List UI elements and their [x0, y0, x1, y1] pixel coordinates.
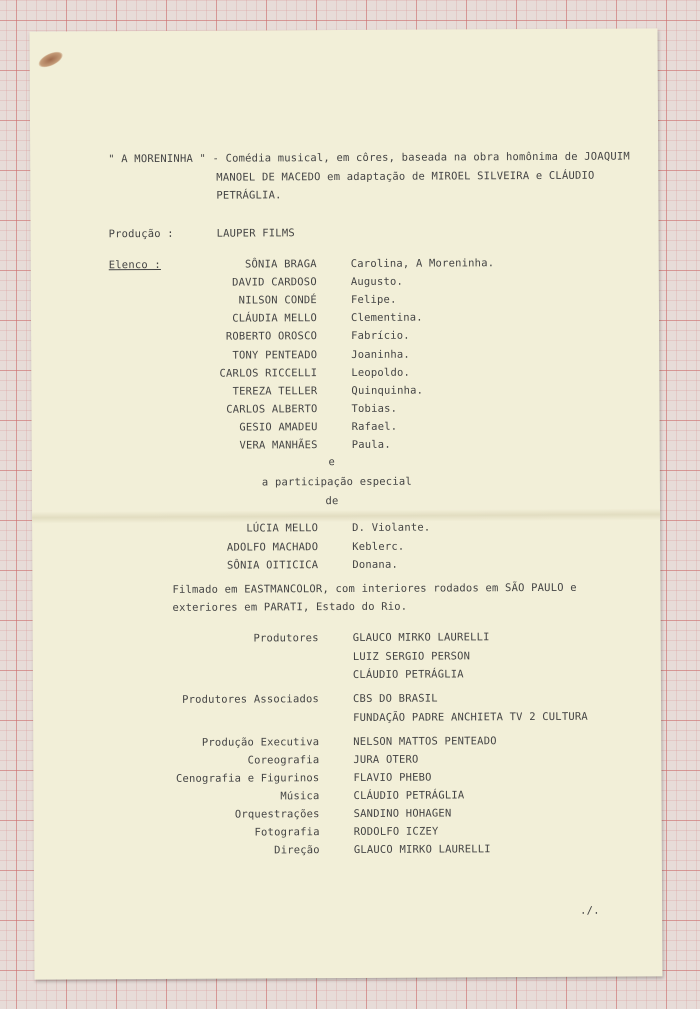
credit-value: FLAVIO PHEBO — [353, 771, 432, 784]
header-line-1: " A MORENINHA " - Comédia musical, em côres, baseada na obra homônima de JOAQUIM — [108, 150, 630, 166]
stain-mark — [36, 49, 65, 71]
cast-actor: DAVID CARDOSO — [232, 276, 317, 289]
cast-actor: TONY PENTEADO — [232, 348, 318, 362]
cast-actor: CARLOS ALBERTO — [226, 402, 318, 416]
cast-role: Joaninha. — [351, 348, 410, 361]
credit-label: Produção Executiva — [201, 736, 320, 749]
participation-de: de — [325, 495, 339, 508]
special-cast-actor: SÔNIA OITICICA — [226, 559, 319, 572]
cast-role: Felipe. — [350, 293, 397, 307]
credit-label: Música — [280, 790, 320, 803]
credit-value: FUNDAÇÃO PADRE ANCHIETA TV 2 CULTURA — [353, 710, 588, 724]
credit-value: GLAUCO MIRKO LAURELLI — [352, 631, 490, 644]
header-line-3: PETRÁGLIA. — [216, 189, 282, 202]
producao-value: LAUPER FILMS — [216, 227, 295, 240]
cast-actor: SÔNIA BRAGA — [244, 258, 317, 271]
credit-label: Produtores — [253, 632, 319, 645]
cast-role: Quinquinha. — [351, 384, 424, 397]
page-mark: ./. — [580, 904, 600, 917]
special-cast-role: D. Violante. — [352, 521, 431, 534]
credit-value: CLÁUDIO PETRÁGLIA — [353, 789, 465, 802]
credit-value: NELSON MATTOS PENTEADO — [353, 735, 497, 748]
special-cast-actor: LÚCIA MELLO — [246, 522, 319, 535]
fold-crease — [32, 508, 660, 523]
credit-value: LUIZ SERGIO PERSON — [352, 649, 471, 663]
cast-role: Paula. — [351, 438, 391, 451]
cast-actor: GESIO AMADEU — [239, 421, 318, 434]
special-cast-actor: ADOLFO MACHADO — [226, 540, 319, 554]
cast-role: Rafael. — [351, 420, 398, 433]
special-cast-role: Keblerc. — [352, 540, 405, 553]
credit-label: Direção — [274, 844, 320, 857]
credit-label: Cenografia e Figurinos — [175, 772, 320, 785]
special-cast-role: Donana. — [352, 558, 399, 571]
filming-line-2: exteriores em PARATI, Estado do Rio. — [172, 600, 408, 614]
cast-actor: CLÁUDIA MELLO — [232, 312, 318, 325]
header-line-2: MANOEL DE MACEDO em adaptação de MIROEL SILVEIRA e CLÁUDIO — [216, 169, 595, 184]
credit-value: SANDINO HOHAGEN — [353, 807, 452, 820]
credit-label: Produtores Associados — [182, 693, 320, 706]
credit-value: CBS DO BRASIL — [352, 692, 438, 705]
credit-value: RODOLFO ICZEY — [353, 825, 439, 838]
document-page — [30, 28, 663, 979]
cast-actor: ROBERTO OROSCO — [225, 330, 318, 344]
cast-role: Carolina, A Moreninha. — [350, 257, 495, 270]
filming-line-1: Filmado em EASTMANCOLOR, com interiores rodados em SÃO PAULO e — [172, 581, 577, 596]
credit-value: JURA OTERO — [353, 753, 419, 766]
producao-label: Produção : — [108, 227, 174, 241]
cast-actor: CARLOS RICCELLI — [219, 366, 318, 380]
credit-label: Orquestrações — [234, 808, 320, 821]
cast-role: Augusto. — [350, 275, 404, 289]
cast-actor: NILSON CONDÉ — [238, 294, 317, 307]
cast-role: Tobias. — [351, 402, 398, 415]
participation-e: e — [328, 456, 336, 469]
cast-role: Leopoldo. — [351, 366, 411, 379]
cast-role: Fabrício. — [351, 330, 410, 343]
cast-actor: VERA MANHÃES — [239, 439, 318, 452]
elenco-label: Elenco : — [108, 258, 161, 272]
participation-phrase: a participação especial — [261, 475, 412, 489]
credit-value: CLÁUDIO PETRÁGLIA — [352, 668, 464, 681]
cast-actor: TEREZA TELLER — [232, 384, 318, 398]
credit-label: Coreografia — [247, 754, 320, 767]
credit-label: Fotografia — [254, 826, 320, 839]
cast-role: Clementina. — [350, 311, 423, 325]
credit-value: GLAUCO MIRKO LAURELLI — [353, 843, 491, 856]
